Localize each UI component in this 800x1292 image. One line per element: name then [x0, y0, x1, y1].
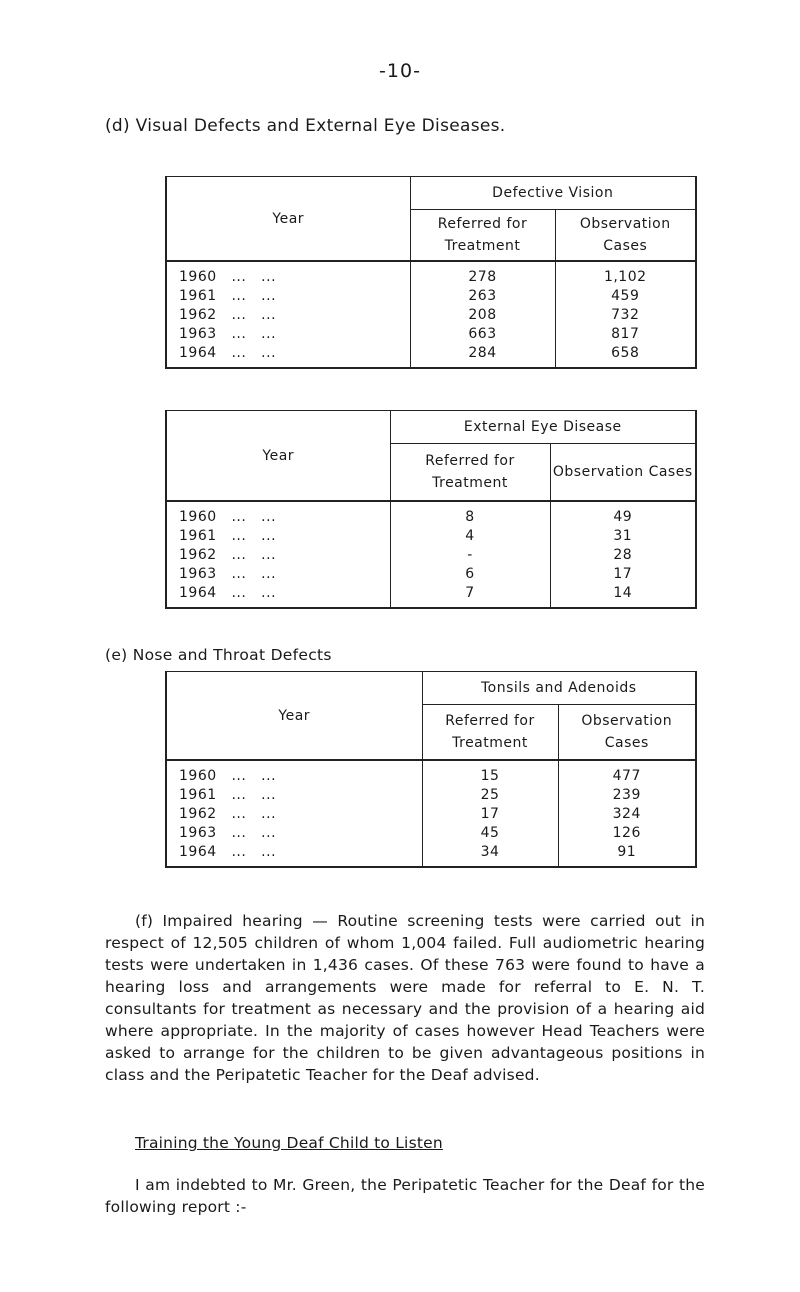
- year-cell: 1960 ... ...: [166, 501, 390, 527]
- section-f-text: (f) Impaired hearing — Routine screening tests were carried out in respect of 12,505 children of whom 1,004 failed. Full audiometric hearing tests were undertaken in 1,436 cases. Of these 763 were found to have a hearing loss and arrangements were made for referral to E. N. T. consultants for treatment as necessary and the provision of a hearing aid where appropriate. In the majority of cases however Head Teachers were asked to arrange for the children to be given advantageous positions in class and the Peripatetic Teacher for the Deaf advised.: [105, 912, 705, 1084]
- referred-cell: -: [390, 546, 550, 565]
- tonsils-adenoids-table: [165, 671, 697, 868]
- observation-cell: 17: [550, 565, 696, 584]
- table-row: [166, 306, 696, 325]
- table-row: [166, 344, 696, 368]
- table-row: [166, 843, 696, 867]
- defective-vision-table: [165, 176, 697, 369]
- observation-cell: 31: [550, 527, 696, 546]
- referred-header: Referred for Treatment: [410, 210, 555, 262]
- referred-cell: 45: [422, 824, 558, 843]
- group-header: Tonsils and Adenoids: [422, 672, 696, 705]
- external-eye-disease-table: [165, 410, 697, 609]
- observation-cell: 126: [558, 824, 696, 843]
- referred-cell: 208: [410, 306, 555, 325]
- observation-cell: 49: [550, 501, 696, 527]
- year-header: Year: [166, 177, 410, 262]
- observation-cell: 732: [555, 306, 696, 325]
- year-cell: 1962 ... ...: [166, 306, 410, 325]
- year-cell: 1962 ... ...: [166, 546, 390, 565]
- referred-cell: 284: [410, 344, 555, 368]
- table-row: [166, 565, 696, 584]
- observation-cell: 459: [555, 287, 696, 306]
- referred-cell: 8: [390, 501, 550, 527]
- group-header: External Eye Disease: [390, 411, 696, 444]
- year-cell: 1963 ... ...: [166, 565, 390, 584]
- referred-cell: 278: [410, 261, 555, 287]
- table-row: [166, 824, 696, 843]
- observation-header: Observation Cases: [550, 444, 696, 502]
- observation-cell: 477: [558, 760, 696, 786]
- table-row: [166, 261, 696, 287]
- referred-cell: 7: [390, 584, 550, 608]
- year-cell: 1961 ... ...: [166, 786, 422, 805]
- referred-cell: 25: [422, 786, 558, 805]
- table-row: [166, 786, 696, 805]
- referred-cell: 663: [410, 325, 555, 344]
- year-cell: 1962 ... ...: [166, 805, 422, 824]
- referred-cell: 4: [390, 527, 550, 546]
- referred-cell: 6: [390, 565, 550, 584]
- observation-cell: 817: [555, 325, 696, 344]
- observation-header: Observation Cases: [558, 705, 696, 761]
- group-header: Defective Vision: [410, 177, 696, 210]
- table-row: [166, 584, 696, 608]
- year-cell: 1964 ... ...: [166, 843, 422, 867]
- training-title: Training the Young Deaf Child to Listen: [135, 1134, 443, 1152]
- year-cell: 1964 ... ...: [166, 344, 410, 368]
- year-header: Year: [166, 672, 422, 761]
- year-cell: 1960 ... ...: [166, 760, 422, 786]
- table-row: [166, 546, 696, 565]
- section-f-paragraph: [105, 910, 705, 1086]
- page-number: -10-: [379, 60, 421, 82]
- observation-cell: 14: [550, 584, 696, 608]
- table-row: [166, 501, 696, 527]
- table-row: [166, 805, 696, 824]
- observation-cell: 658: [555, 344, 696, 368]
- observation-cell: 28: [550, 546, 696, 565]
- table-row: [166, 527, 696, 546]
- table-row: [166, 760, 696, 786]
- year-cell: 1961 ... ...: [166, 527, 390, 546]
- year-cell: 1963 ... ...: [166, 824, 422, 843]
- referred-cell: 15: [422, 760, 558, 786]
- section-d-heading: (d) Visual Defects and External Eye Diseases.: [105, 116, 506, 136]
- year-cell: 1963 ... ...: [166, 325, 410, 344]
- referred-cell: 34: [422, 843, 558, 867]
- observation-header: Observation Cases: [555, 210, 696, 262]
- observation-cell: 239: [558, 786, 696, 805]
- table-row: [166, 325, 696, 344]
- referred-cell: 263: [410, 287, 555, 306]
- observation-cell: 324: [558, 805, 696, 824]
- observation-cell: 1,102: [555, 261, 696, 287]
- section-e-heading: (e) Nose and Throat Defects: [105, 646, 332, 664]
- referred-header: Referred for Treatment: [422, 705, 558, 761]
- year-cell: 1964 ... ...: [166, 584, 390, 608]
- year-header: Year: [166, 411, 390, 502]
- closing-paragraph: [105, 1174, 705, 1218]
- referred-cell: 17: [422, 805, 558, 824]
- observation-cell: 91: [558, 843, 696, 867]
- closing-text: I am indebted to Mr. Green, the Peripatetic Teacher for the Deaf for the following report :-: [105, 1176, 705, 1216]
- table-row: [166, 287, 696, 306]
- year-cell: 1961 ... ...: [166, 287, 410, 306]
- year-cell: 1960 ... ...: [166, 261, 410, 287]
- referred-header: Referred for Treatment: [390, 444, 550, 502]
